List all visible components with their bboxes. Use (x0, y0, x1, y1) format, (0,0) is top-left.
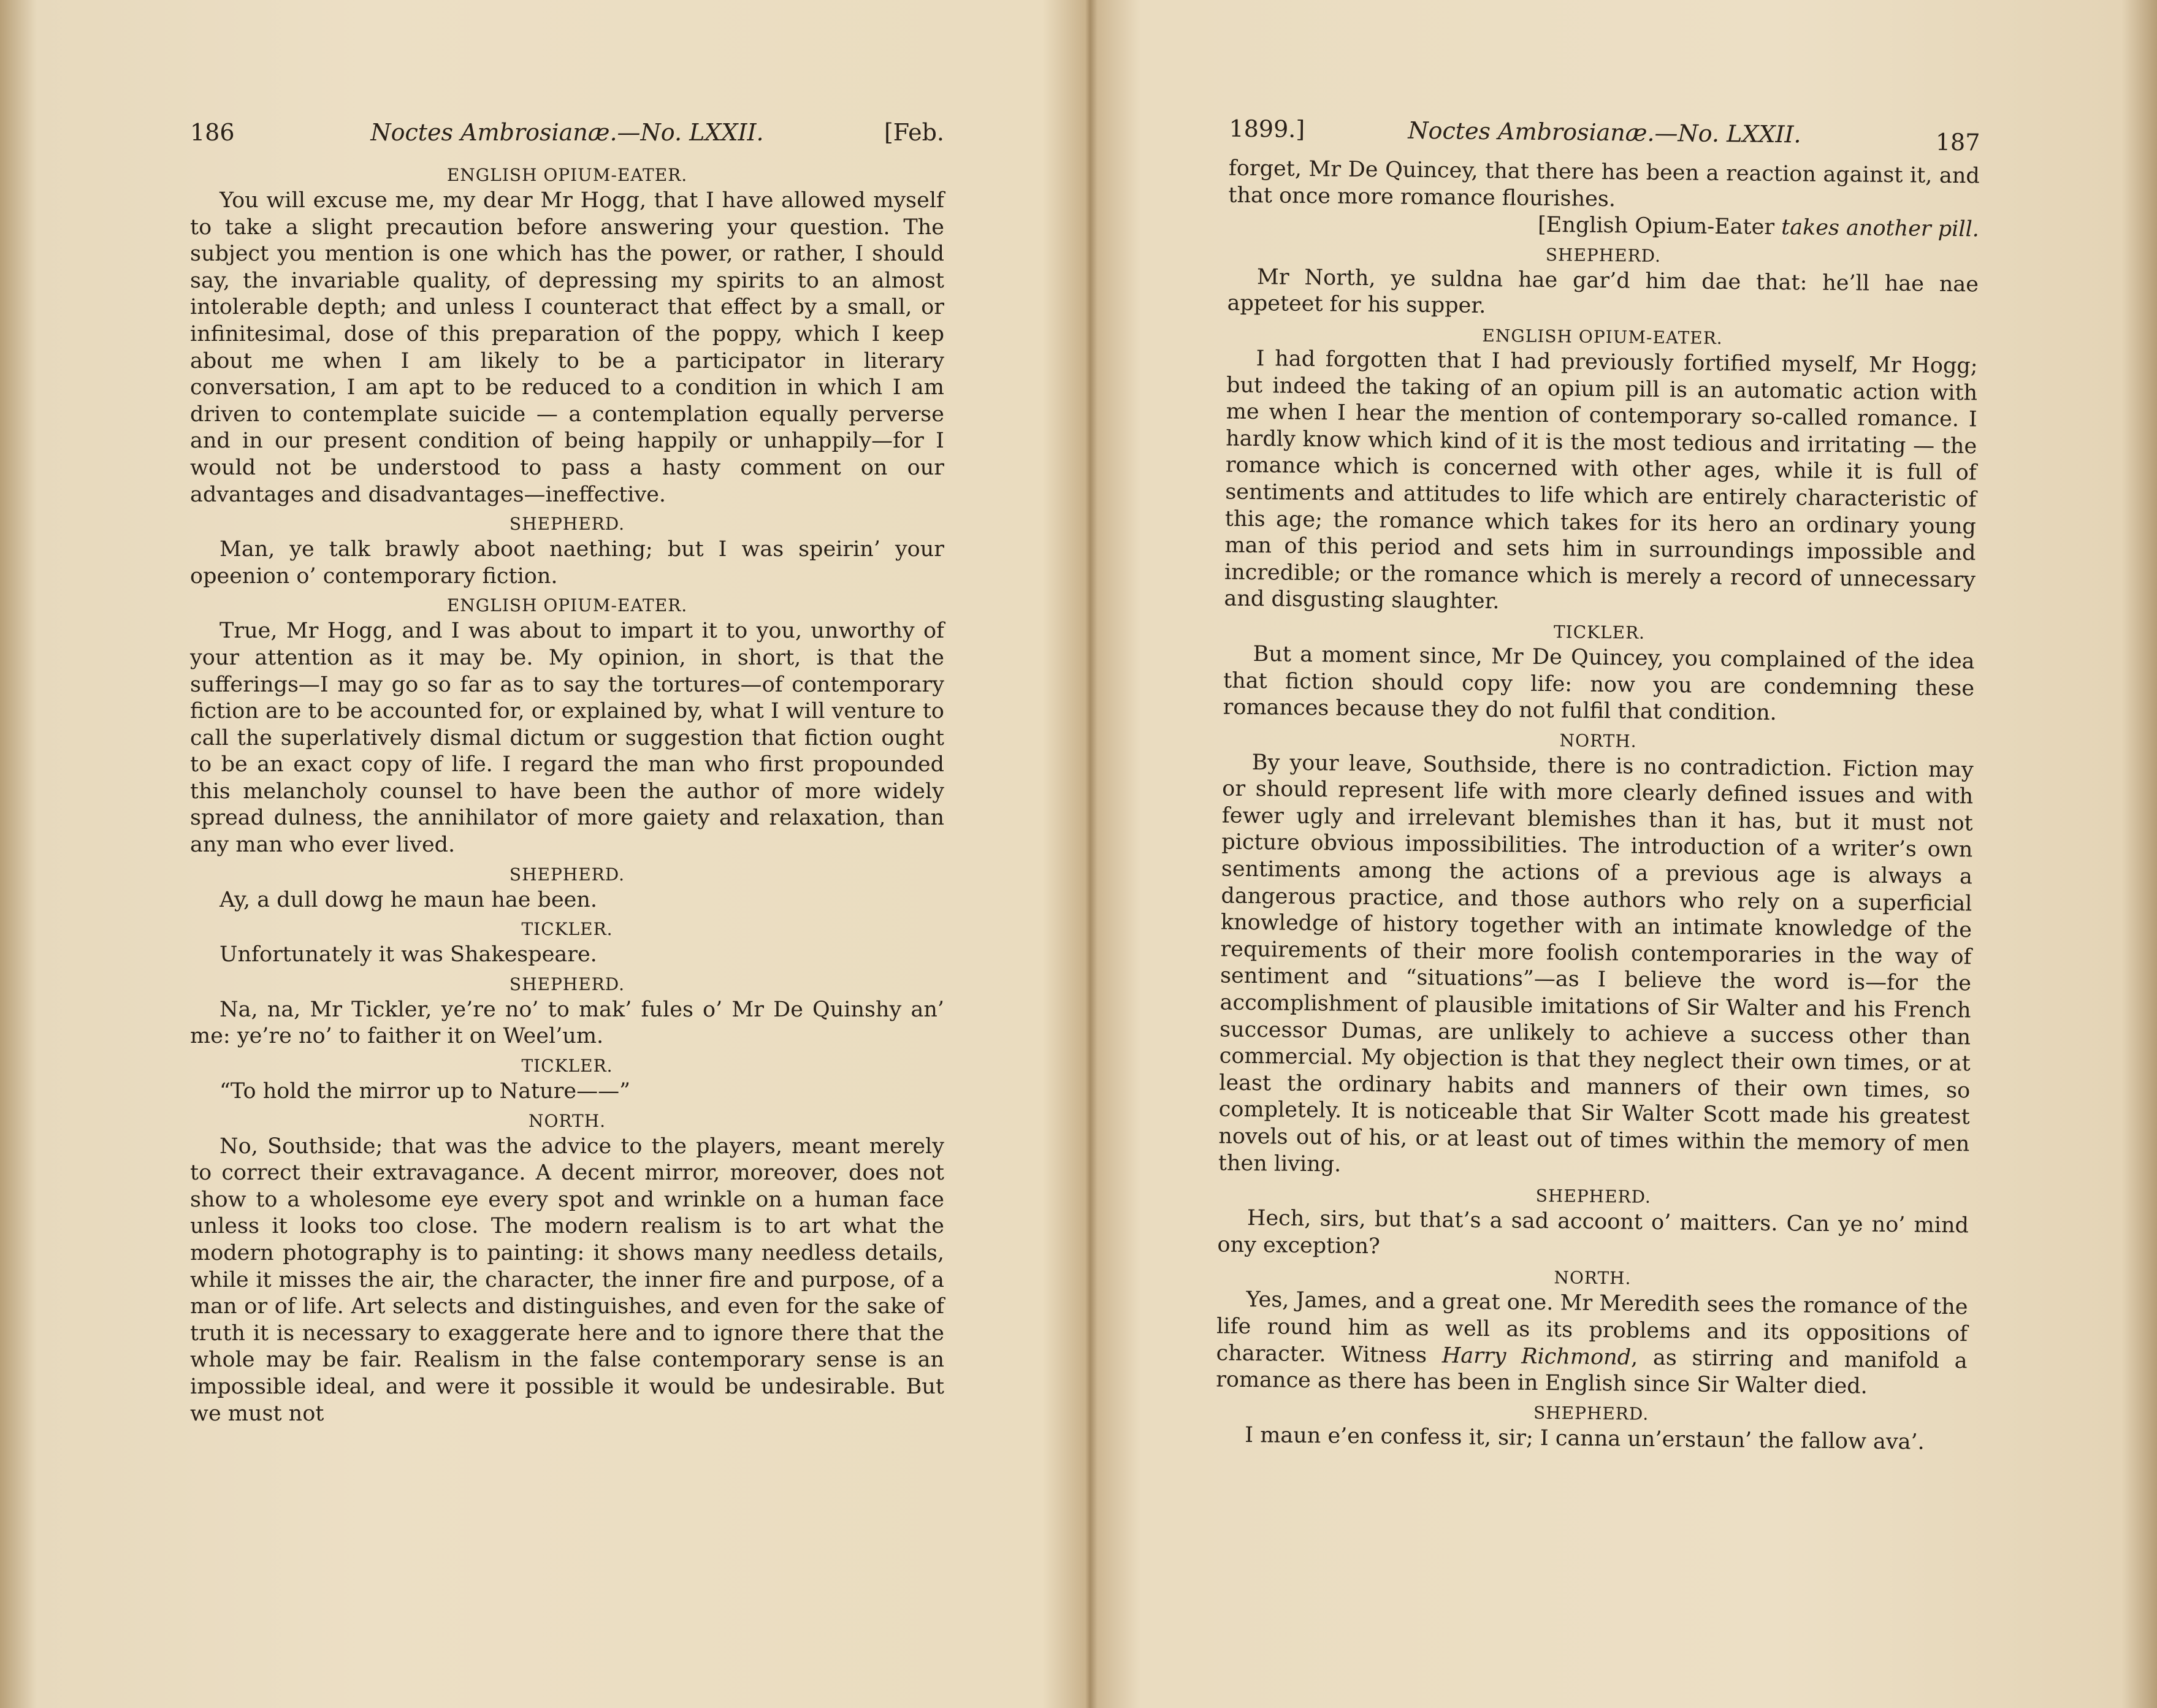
speech-paragraph: “To hold the mirror up to Nature——” (220, 1079, 631, 1104)
speech-paragraph: By your leave, Southside, there is no contradiction. Fiction may or should represent life with more clearly defined issues and with fewer ugly and irrelevant blemishes than it has, but it must not picture obvious impossibilities. The introduction of a writer’s own sentiments among the actions of a previous age is always a dangerous practice, and those authors who rely on a superficial knowledge of history together with an intimate knowledge of the requirements of their more foolish contemporaries in the way of sentiment and “situations”—as I believe the word is—for the accomplishment of plausible imitations of Sir Walter and his French successor Dumas, are unlikely to achieve a success other than commercial. My objection is that they neglect their own times, or at least the ordinary habits and manners of their own times, so completely. It is noticeable that Sir Walter Scott made his greatest novels out of his, or at least out of times within the memory of men then living. (1218, 750, 1974, 1177)
speech-paragraph: Unfortunately it was Shakespeare. (220, 942, 597, 967)
speaker-label: ENGLISH OPIUM-EATER. (446, 165, 688, 185)
speech-paragraph: True, Mr Hogg, and I was about to impart it to you, unworthy of your attention as it may be. My opinion, in short, is that the sufferings—I may go so far as to say the tortures—of contemporary fiction are to be accounted for, or explained by, what I will venture to call the superlatively dismal dictum or suggestion that fiction ought to be an exact copy of life. I regard the man who first propounded this melancholy counsel to have been the author of more widely spread dulness, the annihilator of more gaiety and relaxation, than any man who ever lived. (190, 619, 944, 858)
speaker-label: ENGLISH OPIUM-EATER. (446, 595, 688, 616)
speech-paragraph: Ay, a dull dowg he maun hae been. (220, 887, 598, 912)
speaker-label: SHEPHERD. (509, 864, 625, 885)
continued-paragraph: forget, Mr De Quincey, that there has been a reaction against it, and that once more romance flourishes. (1228, 156, 1980, 212)
speaker-label: SHEPHERD. (1535, 1186, 1652, 1208)
speech-paragraph: I maun e’en confess it, sir; I canna un’erstaun’ the fallow ava’. (1245, 1422, 1925, 1455)
right-page (1215, 101, 1980, 1457)
stage-direction-action: takes another pill. (1781, 215, 1980, 242)
left-page-body (190, 163, 944, 1427)
date-mark: 1899.] (1229, 115, 1305, 143)
speech-paragraph: You will excuse me, my dear Mr Hogg, that I have allowed myself to take a slight precaution before answering your question. The subject you mention is one which has the power, or rather, I should say, the invariable quality, of depressing my spirits to an almost intolerable depth; and unless I counteract that effect by a small, or infinitesimal, dose of this preparation of the poppy, which I keep about me when I am likely to be a participator in literary conversation, I am apt to be reduced to a condition in which I am driven to contemplate suicide — a contemplation equally perverse and in our present condition of being happily or unhappily—for I would not be understood to pass a hasty comment on our advantages and disadvantages—ineffective. (190, 188, 944, 507)
speaker-label: TICKLER. (1553, 622, 1646, 643)
speech-paragraph: Mr North, ye suldna hae gar’d him dae that: he’ll hae nae appeteet for his supper. (1227, 264, 1979, 319)
speaker-label: SHEPHERD. (1533, 1402, 1649, 1424)
right-page-header (1229, 101, 1980, 164)
running-title: Noctes Ambrosianæ.—No. LXXII. (370, 119, 764, 146)
meredith-text-end: , as stirring and manifold a romance as there has been in English since Sir Walter died. (1215, 1345, 1968, 1399)
page-number: 186 (190, 119, 235, 146)
speech-paragraph (1216, 1287, 1968, 1401)
speaker-label: TICKLER. (521, 919, 613, 940)
speech-paragraph: Na, na, Mr Tickler, ye’re no’ to mak’ fules o’ Mr De Quinshy an’ me: ye’re no’ to faither it on Weel’um. (190, 997, 944, 1049)
right-page-body (1215, 156, 1980, 1457)
running-title: Noctes Ambrosianæ.—No. LXXII. (1408, 116, 1801, 148)
speech-paragraph: Hech, sirs, but that’s a sad accoont o’ maitters. Can ye no’ mind ony exception? (1217, 1206, 1969, 1259)
speech-paragraph: Man, ye talk brawly aboot naething; but I was speirin’ your opeenion o’ contemporary fiction. (190, 537, 944, 589)
page-number: 187 (1935, 128, 1980, 156)
left-page-header (190, 104, 944, 159)
left-page (190, 104, 944, 1427)
stage-direction-speaker: [English Opium-Eater (1537, 213, 1782, 240)
date-mark: [Feb. (884, 119, 944, 146)
speaker-label: NORTH. (528, 1110, 606, 1131)
speaker-label: TICKLER. (521, 1056, 613, 1077)
speech-paragraph: I had forgotten that I had previously fortified myself, Mr Hogg; but indeed the taking of an opium pill is an automatic action with me when I hear the mention of contemporary so-called romance. I hardly know which kind of it is the most tedious and irritating — the romance which is concerned with other ages, while it is full of sentiments and attitudes to life which are entirely characteristic of this age; the romance which takes for its hero an ordinary young man of this period and sets him in surroundings impossible and incredible; or the romance which is merely a record of unnecessary and disgusting slaughter. (1224, 346, 1978, 614)
speech-paragraph: But a moment since, Mr De Quincey, you complained of the idea that fiction should copy life: now you are condemning these romances because they do not fulfil that condition. (1223, 641, 1975, 726)
speech-paragraph: No, Southside; that was the advice to the players, meant merely to correct their extravagance. A decent mirror, moreover, does not show to a wholesome eye every spot and wrinkle on a human face unless it looks too close. The modern realism is to art what the modern photography is to painting: it shows many needless details, while it misses the air, the character, the inner fire and purpose, of a man or of life. Art selects and distinguishes, and even for the sake of truth it is necessary to exaggerate here and to ignore there that the whole may be fair. Realism in the false contemporary sense is an impossible ideal, and were it possible it would be undesirable. But we must not (190, 1134, 944, 1426)
speaker-label: NORTH. (1554, 1267, 1632, 1289)
meredith-text-start: Yes, James, and a great one. Mr Meredith sees the romance of the life round him as well as its problems and its oppositions of character. Witness (1216, 1287, 1968, 1368)
speaker-label: ENGLISH OPIUM-EATER. (1482, 325, 1723, 349)
speaker-label: SHEPHERD. (509, 974, 625, 994)
book-title: Harry Richmond (1441, 1343, 1632, 1370)
speaker-label: NORTH. (1559, 730, 1637, 752)
speaker-label: SHEPHERD. (509, 514, 625, 535)
speaker-label: SHEPHERD. (1545, 244, 1662, 266)
